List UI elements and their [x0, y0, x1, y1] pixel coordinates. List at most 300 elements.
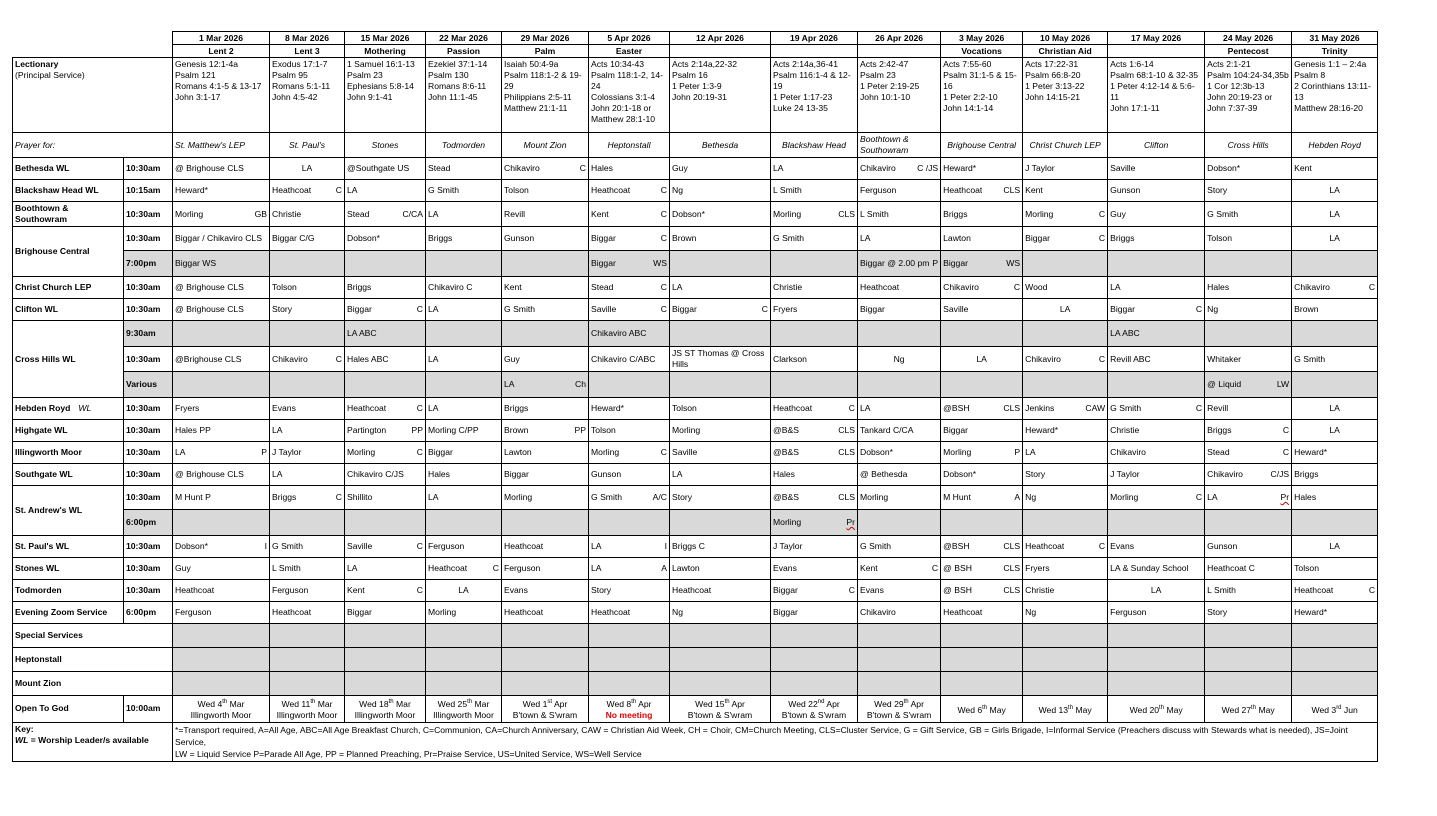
preacher-name: Tankard C/CA: [860, 425, 914, 435]
service-code: C: [416, 403, 423, 413]
preacher-name: Saville: [591, 304, 617, 314]
preacher-name: LA: [591, 563, 602, 573]
preacher-cell: [345, 486, 426, 510]
preacher-cell: [670, 558, 771, 580]
preacher-name: Dobson*: [943, 469, 977, 479]
preacher-cell: [771, 486, 858, 510]
lectionary-readings: [941, 58, 1023, 133]
preacher-cell: [771, 536, 858, 558]
preacher-name: Partington: [347, 425, 387, 435]
preacher-name: Tolson: [1294, 563, 1319, 573]
special-cell: [858, 672, 941, 696]
preacher-cell: [1108, 398, 1205, 420]
preacher-name: Ferguson: [272, 585, 309, 595]
preacher-name: Chikaviro C: [428, 282, 473, 292]
church-service-row: [13, 372, 1378, 398]
church-name: [13, 277, 124, 299]
preacher-entry: [591, 282, 667, 293]
preacher-entry: [175, 541, 267, 552]
church-name-text: St. Paul's WL: [15, 541, 70, 551]
date-month: Apr: [552, 698, 568, 709]
special-cell: [345, 624, 426, 648]
service-code: C: [416, 304, 423, 314]
preacher-cell: [858, 347, 941, 372]
preacher-name: Dobson*: [1207, 163, 1241, 173]
preacher-cell: [1205, 180, 1292, 202]
preacher-name: Morling: [860, 492, 889, 502]
date-header-row: [13, 32, 1378, 45]
service-code: C: [848, 403, 855, 413]
special-cell: [426, 624, 502, 648]
preacher-name: L Smith: [1207, 585, 1236, 595]
service-time: [124, 602, 173, 624]
preacher-cell: [173, 372, 270, 398]
open-to-god-place: B'town & S'wram: [687, 709, 753, 720]
prayer-church-name: Stones: [371, 139, 399, 150]
church-name: [13, 180, 124, 202]
preacher-cell: [589, 299, 670, 321]
preacher-cell: [426, 251, 502, 277]
preacher-cell: [426, 321, 502, 347]
preacher-cell: [173, 180, 270, 202]
church-service-row: [13, 558, 1378, 580]
reading-line: Ezekiel 37:1-14: [428, 59, 488, 69]
preacher-cell: [173, 602, 270, 624]
special-row-label: [13, 672, 124, 696]
date-label: 19 Apr 2026: [790, 32, 838, 43]
preacher-entry: [1207, 425, 1289, 436]
preacher-name: Heathcoat: [1294, 585, 1334, 595]
occasion-header: [173, 45, 270, 58]
preacher-entry: [672, 304, 768, 315]
service-code: C: [335, 492, 342, 502]
preacher-cell: [1108, 251, 1205, 277]
open-to-god-cell: [345, 696, 426, 723]
preacher-name: LA ABC: [347, 328, 377, 338]
special-cell: [173, 672, 270, 696]
service-code: C: [1098, 233, 1106, 243]
preacher-cell: [1108, 510, 1205, 536]
preacher-entry: [1207, 492, 1289, 503]
reading-line: Romans 5:1-11: [272, 81, 331, 91]
reading-line: Psalm 104:24-34,35b: [1207, 70, 1289, 80]
preacher-cell: [771, 227, 858, 251]
service-time-text: 10:30am: [126, 469, 161, 479]
service-time: [124, 398, 173, 420]
preacher-name: J Taylor: [272, 447, 302, 457]
preacher-name: Briggs: [1294, 469, 1319, 479]
special-row-label: [13, 624, 124, 648]
preacher-name: Morling: [347, 447, 376, 457]
preacher-name: Revill: [504, 208, 526, 219]
special-cell: [1292, 648, 1378, 672]
special-cell: [502, 624, 589, 648]
open-to-god-date: [347, 697, 423, 710]
preacher-cell: [1108, 442, 1205, 464]
service-code: Pr: [846, 517, 855, 527]
service-code: GB: [254, 208, 267, 219]
preacher-name: @ Brighouse CLS: [175, 163, 244, 173]
open-to-god-date: [943, 703, 1020, 716]
preacher-name: Tolson: [1207, 233, 1232, 243]
preacher-name: Heathcoat: [672, 585, 712, 595]
preacher-name: Morling: [428, 607, 457, 617]
preacher-name: Hales: [591, 163, 613, 173]
reading-line: John 10:1-10: [860, 92, 911, 102]
preacher-name: G Smith: [1110, 403, 1142, 413]
preacher-entry: [1207, 469, 1289, 480]
preacher-cell: [1023, 347, 1108, 372]
preacher-cell: [1205, 251, 1292, 277]
occasion-label: Passion: [447, 45, 480, 56]
preacher-cell: [270, 299, 345, 321]
preacher-cell: [1023, 536, 1108, 558]
occasion-label: Palm: [534, 45, 556, 56]
service-time-text: 10:15am: [126, 185, 161, 195]
preacher-cell: [771, 202, 858, 227]
preacher-name: Story: [1025, 469, 1046, 479]
preacher-cell: [771, 464, 858, 486]
preacher-name: Gunson: [504, 233, 535, 243]
reading-line: 1 Peter 1:17-23: [773, 92, 833, 102]
reading-line: Matthew 28:16-20: [1294, 103, 1363, 113]
preacher-name: Shillito: [347, 492, 373, 502]
preacher-cell: [345, 180, 426, 202]
preacher-entry: [591, 304, 667, 315]
preacher-name: Biggar: [860, 304, 885, 314]
prayer-church: [589, 133, 670, 158]
preaching-plan-table: [12, 31, 1378, 762]
church-service-row: [13, 442, 1378, 464]
preacher-cell: [941, 536, 1023, 558]
preacher-name: Story: [672, 492, 693, 502]
preacher-cell: [1292, 558, 1378, 580]
preacher-cell: [270, 398, 345, 420]
preacher-name: Guy: [672, 163, 688, 173]
lectionary-readings: [173, 58, 270, 133]
preacher-cell: [589, 442, 670, 464]
preacher-cell: [941, 510, 1023, 536]
special-cell: [941, 672, 1023, 696]
service-code: C: [1098, 208, 1106, 219]
preacher-name: LA: [1207, 492, 1218, 502]
preacher-cell: [502, 536, 589, 558]
reading-line: Psalm 23: [347, 70, 383, 80]
preacher-name: Evans: [860, 585, 884, 595]
date-suffix: th: [222, 699, 228, 705]
preacher-name: Biggar: [943, 425, 968, 435]
preacher-name: LA: [428, 492, 439, 502]
special-cell: [771, 648, 858, 672]
preacher-cell: [173, 580, 270, 602]
wl-marker: WL: [78, 403, 92, 413]
occasion-header: [502, 45, 589, 58]
preacher-name: Fryers: [175, 403, 200, 413]
service-code: CAW: [1085, 403, 1106, 413]
prayer-church-name: Todmorden: [441, 139, 486, 150]
special-cell: [426, 672, 502, 696]
special-cell: [270, 624, 345, 648]
special-row-label: [13, 648, 124, 672]
date-suffix: th: [1068, 704, 1074, 711]
preacher-entry: [943, 563, 1020, 574]
preacher-name: Ng: [1207, 304, 1219, 314]
preacher-cell: [1023, 321, 1108, 347]
reading-line: 1 Samuel 16:1-13: [347, 59, 415, 69]
open-to-god-place: No meeting: [605, 709, 653, 720]
preacher-entry: [773, 585, 855, 596]
occasion-label: Christian Aid: [1038, 45, 1092, 56]
preacher-name: Tolson: [272, 282, 297, 292]
occasion-label: Trinity: [1321, 45, 1348, 56]
date-suffix: th: [467, 699, 473, 705]
date-day: Wed 18: [359, 698, 389, 709]
preacher-cell: [173, 202, 270, 227]
reading-line: Psalm 23: [860, 70, 896, 80]
occasion-row: [13, 45, 1378, 58]
preacher-entry: [860, 563, 938, 574]
reading-line: Philippians 2:5-11: [504, 92, 572, 102]
preacher-name: Hales PP: [175, 425, 211, 435]
preacher-cell: [858, 558, 941, 580]
preacher-cell: [858, 420, 941, 442]
preacher-entry: [943, 185, 1020, 196]
preacher-name: Ferguson: [428, 541, 465, 551]
preacher-cell: [1205, 398, 1292, 420]
church-name: [13, 602, 124, 624]
church-name-text: St. Andrew's WL: [15, 505, 83, 515]
open-to-god-place: Illingworth Moor: [190, 709, 252, 720]
preacher-name: Heathcoat: [943, 607, 983, 617]
service-code: PP: [411, 425, 423, 435]
special-cell: [858, 648, 941, 672]
preacher-cell: [858, 442, 941, 464]
preacher-cell: [270, 464, 345, 486]
occasion-header: [426, 45, 502, 58]
preacher-cell: [941, 180, 1023, 202]
preacher-name: Kent: [347, 585, 365, 595]
preacher-cell: [1108, 180, 1205, 202]
open-to-god-cell: [589, 696, 670, 723]
preacher-entry: [347, 403, 423, 414]
church-name-text: Stones WL: [15, 563, 60, 573]
preacher-name: Briggs: [428, 233, 453, 243]
preacher-entry: [504, 163, 586, 174]
preacher-cell: [1108, 227, 1205, 251]
preacher-name: Chikaviro: [504, 163, 540, 173]
preacher-cell: [270, 251, 345, 277]
service-code: C: [660, 282, 667, 292]
preacher-name: Biggar: [943, 258, 968, 268]
reading-line: Acts 2:42-47: [860, 59, 909, 69]
preacher-cell: [1205, 158, 1292, 180]
preacher-name: @ Brighouse CLS: [175, 469, 244, 479]
prayer-church-name: Heptonstall: [607, 139, 651, 150]
preacher-cell: [670, 180, 771, 202]
date-month: May: [1256, 704, 1275, 715]
preacher-entry: [1110, 492, 1202, 503]
preacher-name: LA: [347, 185, 358, 195]
preacher-cell: [670, 510, 771, 536]
preacher-cell: [941, 299, 1023, 321]
church-service-row: [13, 277, 1378, 299]
open-to-god-cell: [270, 696, 345, 723]
preacher-cell: [270, 558, 345, 580]
service-time-text: 10:30am: [126, 304, 161, 314]
church-service-row: [13, 420, 1378, 442]
church-name-text: Blackshaw Head WL: [15, 185, 99, 195]
preacher-name: Hales ABC: [347, 353, 389, 364]
open-to-god-date: [504, 697, 586, 710]
preacher-name: LA: [504, 379, 515, 389]
service-code: C: [1098, 353, 1106, 364]
preacher-name: Heward*: [1294, 607, 1328, 617]
preacher-cell: [502, 299, 589, 321]
prayer-label: Prayer for:: [15, 139, 56, 150]
preacher-cell: [771, 321, 858, 347]
date-header: [426, 32, 502, 45]
preacher-cell: [941, 158, 1023, 180]
preacher-cell: [670, 580, 771, 602]
preacher-cell: [426, 299, 502, 321]
preacher-cell: [1292, 536, 1378, 558]
open-to-god-place: Illingworth Moor: [354, 709, 416, 720]
lectionary-readings: [1108, 58, 1205, 133]
preacher-entry: [1110, 304, 1202, 315]
preacher-cell: [589, 420, 670, 442]
preacher-entry: [347, 304, 423, 315]
preacher-name: Chikaviro C/JS: [347, 469, 404, 479]
preacher-name: LA: [591, 541, 602, 551]
service-time-text: 9:30am: [126, 328, 156, 338]
church-name: [13, 398, 124, 420]
church-service-row: [13, 464, 1378, 486]
preacher-name: LA: [1025, 447, 1036, 457]
preacher-name: @ BSH: [943, 563, 972, 573]
preacher-cell: [941, 321, 1023, 347]
preacher-name: J Taylor: [773, 541, 803, 551]
preacher-cell: [670, 486, 771, 510]
preacher-cell: [426, 580, 502, 602]
preacher-entry: [591, 233, 667, 244]
service-code: CLS: [1003, 541, 1021, 551]
date-label: 26 Apr 2026: [875, 32, 924, 43]
service-time: [124, 227, 173, 251]
preacher-cell: [1023, 420, 1108, 442]
open-to-god-time: [124, 696, 173, 723]
preacher-name: @Southgate US: [347, 163, 410, 173]
preacher-name: Heward*: [943, 163, 977, 173]
preacher-name: Heathcoat: [428, 563, 468, 573]
preacher-cell: [941, 202, 1023, 227]
preacher-cell: [502, 580, 589, 602]
preacher-name: G Smith: [773, 233, 805, 243]
preacher-name: LA & Sunday School: [1110, 563, 1189, 573]
preacher-name: Ng: [672, 607, 683, 617]
preacher-cell: [1205, 420, 1292, 442]
preacher-cell: [345, 321, 426, 347]
preacher-name: LA: [347, 563, 358, 573]
preacher-cell: [1108, 486, 1205, 510]
reading-line: John 14:15-21: [1025, 92, 1081, 102]
preacher-cell: [1292, 251, 1378, 277]
church-service-row: [13, 510, 1378, 536]
preacher-entry: [943, 492, 1020, 503]
preacher-name: Saville: [1110, 163, 1136, 173]
preacher-cell: [1292, 227, 1378, 251]
preacher-name: Briggs: [272, 492, 297, 502]
preacher-name: Kent: [860, 563, 878, 573]
key-wl-abbr: WL: [15, 734, 29, 745]
date-label: 1 Mar 2026: [199, 32, 243, 43]
preacher-cell: [589, 602, 670, 624]
date-suffix: th: [631, 699, 637, 705]
preacher-cell: [1205, 536, 1292, 558]
reading-line: Romans 8:6-11: [428, 81, 487, 91]
service-code: A/C: [652, 492, 667, 502]
service-code: C: [1195, 403, 1203, 413]
service-time-text: 6:00pm: [126, 517, 157, 527]
preacher-cell: [173, 227, 270, 251]
preacher-name: Ferguson: [860, 185, 897, 195]
preacher-name: Heward*: [591, 403, 624, 413]
prayer-church-name: Bethesda: [701, 139, 739, 150]
service-code: C: [660, 304, 667, 314]
preacher-cell: [173, 510, 270, 536]
preacher-name: Morling: [175, 208, 204, 219]
key-wl-text: = Worship Leader/s available: [28, 734, 149, 745]
preacher-cell: [502, 277, 589, 299]
preacher-cell: [270, 158, 345, 180]
preacher-cell: [1108, 202, 1205, 227]
service-code: P: [261, 447, 267, 457]
occasion-header: [1205, 45, 1292, 58]
date-day: Wed 20: [1129, 704, 1160, 715]
preacher-cell: [1292, 486, 1378, 510]
preacher-cell: [1108, 321, 1205, 347]
preacher-cell: [345, 372, 426, 398]
open-to-god-cell: [1292, 696, 1378, 723]
occasion-label: Lent 2: [208, 45, 234, 56]
date-suffix: th: [903, 699, 909, 705]
date-suffix: th: [982, 704, 988, 711]
service-time-text: 10:30am: [126, 563, 161, 573]
preacher-cell: [941, 464, 1023, 486]
occasion-label: Pentecost: [1227, 45, 1269, 56]
preacher-cell: [426, 442, 502, 464]
preacher-name: Stead: [347, 208, 370, 219]
preacher-name: Chikaviro C/ABC: [591, 353, 656, 364]
preacher-name: Heward*: [175, 185, 208, 195]
church-name: [13, 420, 124, 442]
church-service-row: [13, 536, 1378, 558]
service-time: [124, 202, 173, 227]
preacher-name: G Smith: [272, 541, 304, 551]
preacher-name: Lawton: [943, 233, 971, 243]
preacher-name: Ferguson: [504, 563, 541, 573]
preacher-entry: [1110, 403, 1202, 414]
open-to-god-date: [175, 697, 267, 710]
preacher-name: Tolson: [591, 425, 616, 435]
service-code: C: [492, 563, 499, 573]
occasion-label: Easter: [615, 45, 643, 56]
open-to-god-label: [13, 696, 124, 723]
date-suffix: st: [547, 699, 553, 705]
date-header: [173, 32, 270, 45]
preacher-cell: [1108, 580, 1205, 602]
service-time-text: 6:00pm: [126, 607, 157, 617]
service-code: P: [1014, 447, 1021, 457]
